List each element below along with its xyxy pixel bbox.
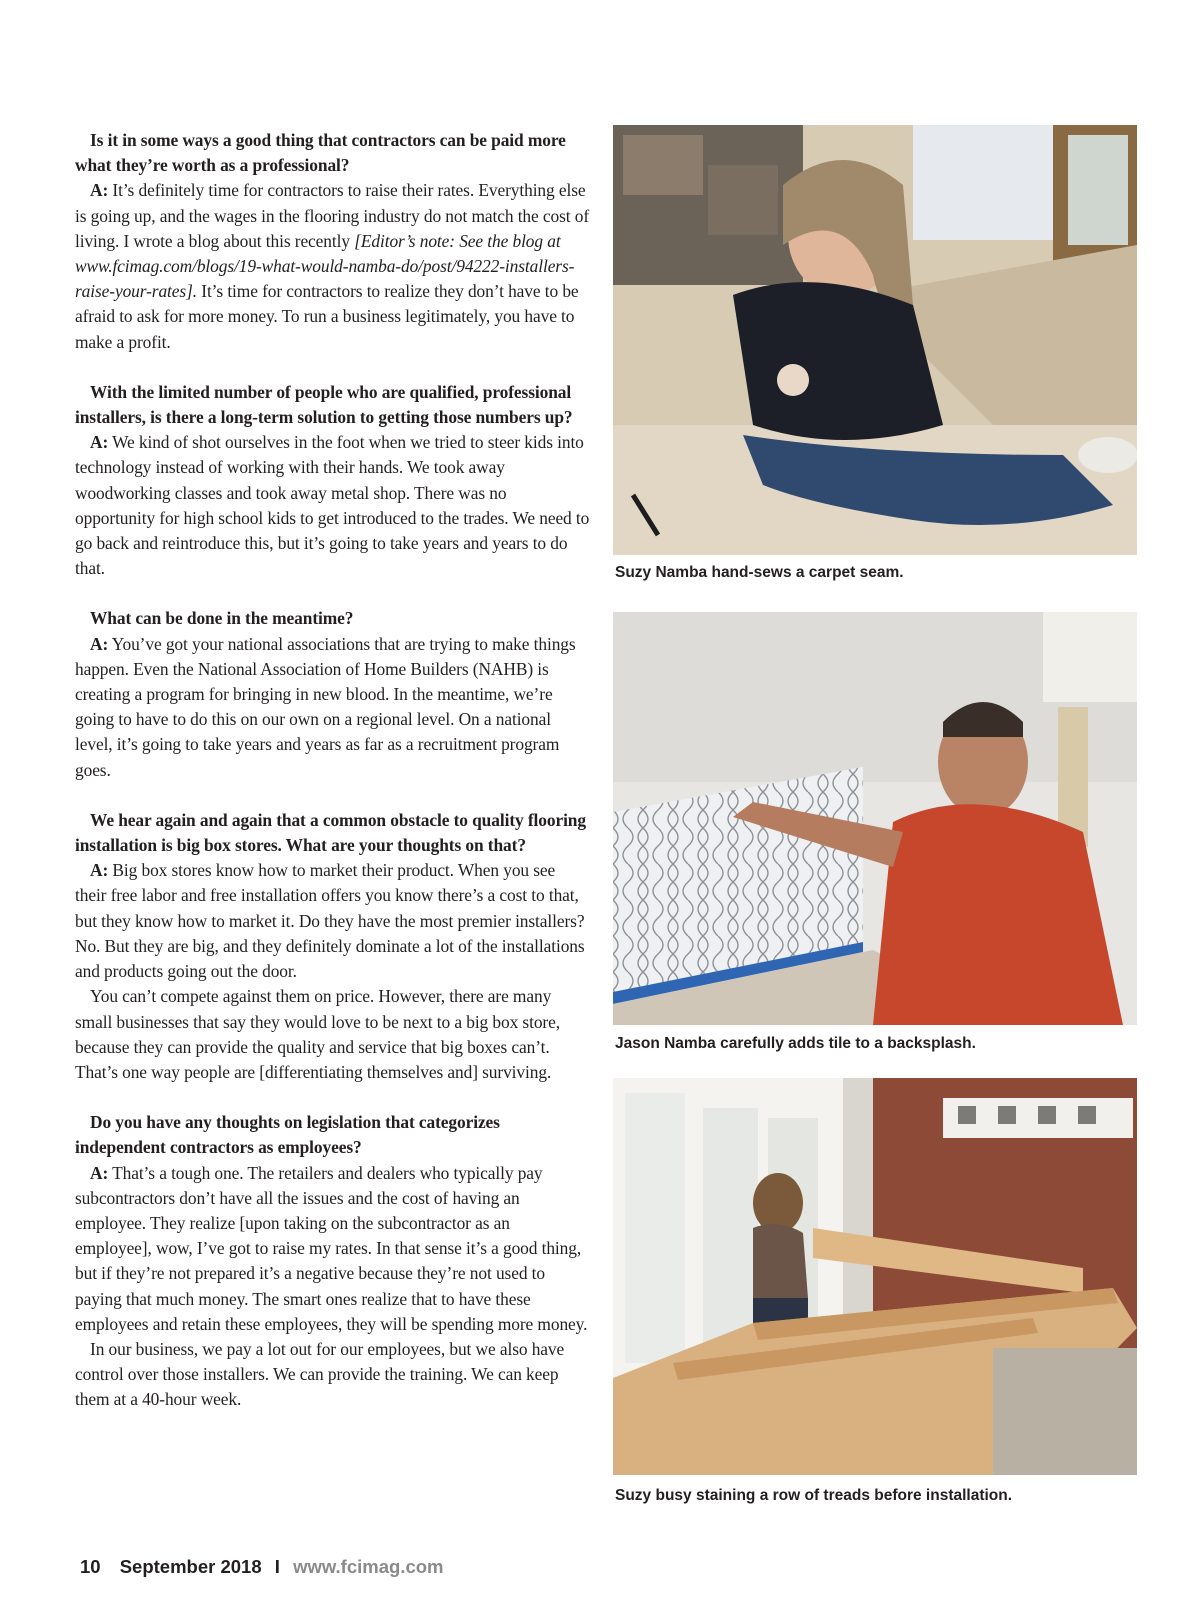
answer-4: A: Big box stores know how to market their product. When you see their free labor and free installation offers you know there’s a cost to that, but they know how to market it. Do they have the most premier installers? No. But they are big, and they definitely dominate a lot of the installations and products going out the door. — [75, 860, 585, 982]
tile-backsplash-image — [613, 612, 1137, 1025]
answer-2: A: We kind of shot ourselves in the foot when we tried to steer kids into technology instead of working with their hands. We took away woodworking classes and took away metal shop. There was no opportunity for high school kids to get introduced to the trades. We need to go back and reintroduce this, but it’s going to take years and years to do that. — [75, 432, 590, 579]
issue-date: September 2018 — [119, 1556, 262, 1577]
question-4: We hear again and again that a common obstacle to quality flooring installation is big box stores. What are your thoughts on that? — [75, 809, 586, 856]
photo-carpet-seam — [613, 125, 1137, 555]
answer-label: A: — [90, 860, 109, 881]
photo-caption-1: Suzy Namba hand-sews a carpet seam. — [615, 564, 904, 581]
photo-staining-treads — [613, 1078, 1137, 1475]
carpet-seam-image — [613, 125, 1137, 555]
answer-3: A: You’ve got your national associations that are trying to make things happen. Even the National Association of Home Builders (NAHB) is creating a program for bringing in new blood. In the meantime, we’re going to have to do this on our own on a regional level. On a national level, it’s going to take years and years as far as a recruitment program goes. — [75, 633, 576, 780]
answer-1: A: It’s definitely time for contractors to raise their rates. Everything else is going up, and the wages in the flooring industry do not match the cost of living. I wrote a blog about this recently [Editor’s note: See the blog at www.fcimag.com/blogs/19-what-would-namba-do/post/94222-installers-raise-your-rates]. It’s time for contractors to realize they don’t have to be afraid to ask for more money. To run a business legitimately, you have to make a profit. — [75, 180, 590, 352]
page-number: 10 — [80, 1556, 101, 1577]
qa-block-4 — [75, 808, 590, 1085]
answer-label: A: — [90, 180, 109, 201]
footer-separator: I — [274, 1556, 280, 1577]
question-3: What can be done in the meantime? — [90, 608, 354, 629]
answer-5-continued: In our business, we pay a lot out for our employees, but we also have control over those installers. We can provide the training. We can keep them at a 40-hour week. — [75, 1338, 565, 1410]
question-1: Is it in some ways a good thing that contractors can be paid more what they’re worth as a professional? — [75, 130, 566, 176]
answer-4-continued: You can’t compete against them on price. However, there are many small businesses that say they would love to be next to a big box store, because they can provide the quality and service that big boxes can’t. That’s one way people are [differentiating themselves and] surviving. — [75, 986, 560, 1082]
photo-caption-2: Jason Namba carefully adds tile to a backsplash. — [615, 1035, 976, 1052]
qa-block-5 — [75, 1110, 590, 1412]
qa-block-1 — [75, 128, 590, 355]
photo-caption-3: Suzy busy staining a row of treads before installation. — [615, 1487, 1013, 1504]
question-5: Do you have any thoughts on legislation that categorizes independent contractors as employees? — [75, 1112, 500, 1158]
question-2: With the limited number of people who are qualified, professional installers, is there a long-term solution to getting those numbers up? — [75, 381, 573, 428]
qa-block-3 — [75, 606, 590, 782]
answer-5: A: That’s a tough one. The retailers and dealers who typically pay subcontractors don’t have all the issues and the cost of having an employee. They realize [upon taking on the subcontractor as an employee], wow, I’ve got to raise my rates. In that sense it’s a good thing, but if they’re not prepared it’s a negative because they’re not used to paying that much money. The smart ones realize that to have these employees and retain these employees, they will be spending more money. — [75, 1162, 588, 1334]
staining-treads-image — [613, 1078, 1137, 1475]
website-link[interactable]: www.fcimag.com — [293, 1556, 444, 1577]
article-text-column — [75, 128, 590, 1438]
answer-label: A: — [90, 633, 109, 654]
answer-label: A: — [90, 1162, 109, 1183]
qa-block-2 — [75, 380, 590, 582]
page-footer — [80, 1556, 444, 1578]
photo-tile-backsplash — [613, 612, 1137, 1025]
editor-note: [Editor’s note: See the blog at www.fcimag.com/blogs/19-what-would-namba-do/post/94222-installers-raise-your-rates]. — [75, 230, 575, 302]
answer-label: A: — [90, 432, 109, 453]
